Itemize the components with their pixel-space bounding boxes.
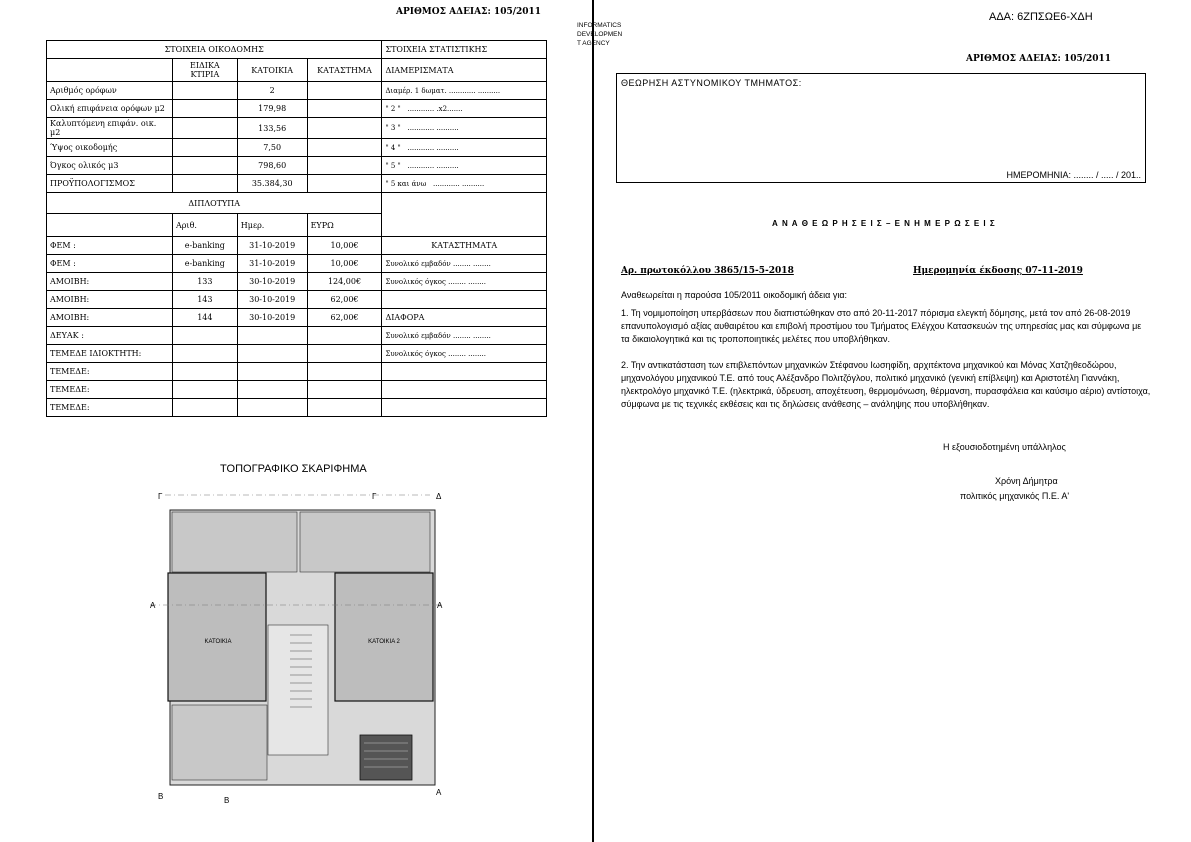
col-special: ΕΙΔΙΚΑ ΚΤΙΡΙΑ: [172, 59, 237, 82]
row-value: 2: [237, 82, 307, 100]
row-stat-prefix: " 5 ": [385, 161, 401, 170]
permit-number-right: ΑΡΙΘΜΟΣ ΑΔΕΙΑΣ: 105/2011: [966, 54, 1112, 64]
fee-euro: [307, 327, 382, 345]
table-row: [47, 157, 547, 175]
label-gamma-left: Γ: [158, 492, 163, 501]
row-label: Ολική επιφάνεια ορόφων μ2: [47, 100, 173, 118]
fee-euro: 62,00€: [307, 309, 382, 327]
revision-item-1: 1. Τη νομιμοποίηση υπερβάσεων που διαπιστώθηκαν στο από 20-11-2017 πόρισμα ελεγκτή δόμησης, μετά τον από 26-08-2019 επανυπολογισμό αξίας αυθαιρέτου και επιβολή προστίμου του Τμήματος Ελέγχου Κατασκευών της υπηρεσίας μας και σύμφωνα με τα δικαιολογητικά και τις τροποποιητικές μελέτες που υποβλήθηκαν.: [621, 308, 1142, 344]
fee-num: [172, 381, 237, 399]
fee-right: Συνολικός όγκος ........ ........: [382, 345, 547, 363]
label-beta-mid: Β: [224, 796, 230, 805]
stats-header: ΣΤΟΙΧΕΙΑ ΣΤΑΤΙΣΤΙΚΗΣ: [382, 41, 547, 59]
fee-right: Συνολικός όγκος ........ ........: [382, 273, 547, 291]
row-stat-prefix: " 2 ": [385, 104, 401, 113]
fee-euro: [307, 345, 382, 363]
col-store: ΚΑΤΑΣΤΗΜΑ: [307, 59, 382, 82]
stores-header: ΚΑΤΑΣΤΗΜΑΤΑ: [382, 237, 547, 255]
fee-right: [382, 363, 547, 381]
table-row: [47, 100, 547, 118]
row-label: ΠΡΟΫΠΟΛΟΓΙΣΜΟΣ: [47, 175, 173, 193]
fee-right: [382, 381, 547, 399]
label-alpha-right: Α: [437, 601, 443, 610]
signer-title: πολιτικός μηχανικός Π.Ε. Α': [960, 491, 1070, 501]
room-right-label: ΚΑΤΟΙΚΙΑ 2: [368, 639, 400, 645]
fee-right: ΔΙΑΦΟΡΑ: [382, 309, 547, 327]
police-title: ΘΕΩΡΗΣΗ ΑΣΤΥΝΟΜΙΚΟΥ ΤΜΗΜΑΤΟΣ:: [621, 78, 802, 88]
fee-num: 133: [172, 273, 237, 291]
fee-date: 30-10-2019: [237, 309, 307, 327]
informatics-logo: INFORMATICS DEVELOPMEN T AGENCY: [577, 22, 623, 47]
col-num: Αριθ.: [172, 214, 237, 237]
fee-num: e-banking: [172, 237, 237, 255]
row-stat: ............ ..........: [433, 179, 485, 188]
row-stat-prefix: " 5 και άνω: [385, 179, 427, 188]
building-header: ΣΤΟΙΧΕΙΑ ΟΙΚΟΔΟΜΗΣ: [47, 41, 382, 59]
row-label: Ύψος οικοδομής: [47, 139, 173, 157]
protocol-number: Αρ. πρωτοκόλλου 3865/15-5-2018: [621, 266, 794, 276]
issue-date: Ημερομηνία έκδοσης 07-11-2019: [913, 266, 1083, 276]
police-date: ΗΜΕΡΟΜΗΝΙΑ: ........ / ..... / 201..: [1006, 170, 1141, 180]
fee-num: [172, 327, 237, 345]
row-stat-prefix: " 4 ": [385, 143, 401, 152]
row-label: Όγκος ολικός μ3: [47, 157, 173, 175]
fee-date: 30-10-2019: [237, 273, 307, 291]
row-stat: ............ ..........: [407, 161, 459, 170]
fee-euro: 10,00€: [307, 255, 382, 273]
row-value: 798,60: [237, 157, 307, 175]
table-row: [47, 82, 547, 100]
fee-label: ΦΕΜ :: [47, 255, 173, 273]
revisions-title: Α Ν Α Θ Ε Ω Ρ Η Σ Ε Ι Σ – Ε Ν Η Μ Ε Ρ Ω Σ Ε Ι Σ: [772, 219, 996, 228]
fee-euro: 62,00€: [307, 291, 382, 309]
col-date: Ημερ.: [237, 214, 307, 237]
row-value: 133,56: [237, 118, 307, 139]
fee-date: 30-10-2019: [237, 291, 307, 309]
row-value: 7,50: [237, 139, 307, 157]
table-row: [47, 175, 547, 193]
label-beta-left: Β: [158, 792, 164, 801]
fee-date: [237, 381, 307, 399]
fee-label: ΤΕΜΕΔΕ:: [47, 399, 173, 417]
revision-item-2: 2. Την αντικατάσταση των επιβλεπόντων μηχανικών Στέφανου Ιωσηφίδη, αρχιτέκτονα μηχανικού και Μόνας Χατζηθεοδώρου, μηχανολόγου μηχανικού Τ.Ε. από τους Αλέξανδρο Πολιτζόγλου, πολιτικό μηχανικό (γενική επίβλεψη) και Αριστοτέλη Γιαννάκη, ηλεκτρολόγο μηχανικό Τ.Ε. (ηλεκτρικά, ύδρευση, αποχέτευση, θερμομόνωση, θέρμανση, πυρασφάλεια και καύσιμο αέριο) αντίστοιχα, σύμφωνα με τις τεχνικές εκθέσεις και τις δηλώσεις ανάθεσης – ανάληψης που υποβλήθηκαν.: [621, 360, 1151, 409]
fee-euro: [307, 363, 382, 381]
table-row: [47, 399, 547, 417]
fee-euro: [307, 381, 382, 399]
fee-label: ΑΜΟΙΒΗ:: [47, 291, 173, 309]
page-divider: [592, 0, 594, 842]
fee-date: [237, 399, 307, 417]
fee-right: [382, 291, 547, 309]
fee-label: ΑΜΟΙΒΗ:: [47, 273, 173, 291]
table-row: [47, 237, 547, 255]
row-stat: ............ ..........: [407, 143, 459, 152]
fee-label: ΤΕΜΕΔΕ ΙΔΙΟΚΤΗΤΗ:: [47, 345, 173, 363]
fee-date: [237, 327, 307, 345]
row-stat: ............ ..........: [407, 124, 459, 132]
sketch-title: ΤΟΠΟΓΡΑΦΙΚΟ ΣΚΑΡΙΦΗΜΑ: [220, 463, 367, 475]
label-delta: Δ: [436, 492, 442, 501]
fee-euro: 124,00€: [307, 273, 382, 291]
fee-num: 143: [172, 291, 237, 309]
signer-role: Η εξουσιοδοτημένη υπάλληλος: [943, 442, 1066, 452]
signer-name: Χρόνη Δήμητρα: [995, 476, 1058, 486]
fee-euro: [307, 399, 382, 417]
fee-right: Συνολικό εμβαδόν ........ ........: [382, 327, 547, 345]
fee-right: Συνολικό εμβαδόν ........ ........: [382, 255, 547, 273]
fee-num: [172, 363, 237, 381]
fee-num: [172, 399, 237, 417]
table-row: [47, 345, 547, 363]
fee-label: ΔΕΥΑΚ :: [47, 327, 173, 345]
fee-label: ΦΕΜ :: [47, 237, 173, 255]
table-row: [47, 309, 547, 327]
row-stat: Διαμέρ. 1 δωματ. ............ ..........: [382, 82, 547, 100]
row-value: 179,98: [237, 100, 307, 118]
table-row: [47, 327, 547, 345]
col-euro: ΕΥΡΩ: [307, 214, 382, 237]
label-alpha-left: Α: [150, 601, 156, 610]
apartments-header: ΔΙΑΜΕΡΙΣΜΑΤΑ: [382, 59, 547, 82]
fee-right: [382, 399, 547, 417]
table-row: [47, 255, 547, 273]
table-row: [47, 363, 547, 381]
permit-number-left: ΑΡΙΘΜΟΣ ΑΔΕΙΑΣ: 105/2011: [396, 7, 542, 17]
fee-date: [237, 345, 307, 363]
topographic-sketch: [150, 485, 444, 805]
duplicates-header: ΔΙΠΛΟΤΥΠΑ: [47, 193, 382, 214]
row-value: 35.384,30: [237, 175, 307, 193]
table-row: [47, 273, 547, 291]
fee-date: 31-10-2019: [237, 237, 307, 255]
row-label: Καλυπτόμενη επιφάν. οικ. μ2: [47, 118, 173, 139]
room-left-label: ΚΑΤΟΙΚΙΑ: [204, 639, 232, 645]
fee-label: ΤΕΜΕΔΕ:: [47, 363, 173, 381]
fee-label: ΑΜΟΙΒΗ:: [47, 309, 173, 327]
fee-num: e-banking: [172, 255, 237, 273]
fee-num: 144: [172, 309, 237, 327]
fee-date: [237, 363, 307, 381]
label-alpha-bottom: Α: [436, 788, 442, 797]
row-label: Αριθμός ορόφων: [47, 82, 173, 100]
fee-num: [172, 345, 237, 363]
table-row: [47, 118, 547, 139]
row-stat: ............ .x2.......: [407, 104, 463, 113]
col-residence: ΚΑΤΟΙΚΙΑ: [237, 59, 307, 82]
fee-euro: 10,00€: [307, 237, 382, 255]
table-row: [47, 291, 547, 309]
table-row: [47, 139, 547, 157]
fee-label: ΤΕΜΕΔΕ:: [47, 381, 173, 399]
ada-code: ΑΔΑ: 6ΖΠΣΩΕ6-ΧΔΗ: [989, 11, 1093, 23]
fee-date: 31-10-2019: [237, 255, 307, 273]
table-row: [47, 381, 547, 399]
police-endorsement-box: [616, 73, 1146, 183]
label-gamma-right: Γ: [372, 492, 377, 501]
building-data-table: [46, 40, 547, 417]
row-stat-prefix: " 3 ": [385, 124, 401, 132]
intro-text: Αναθεωρείται η παρούσα 105/2011 οικοδομική άδεια για:: [621, 290, 848, 300]
